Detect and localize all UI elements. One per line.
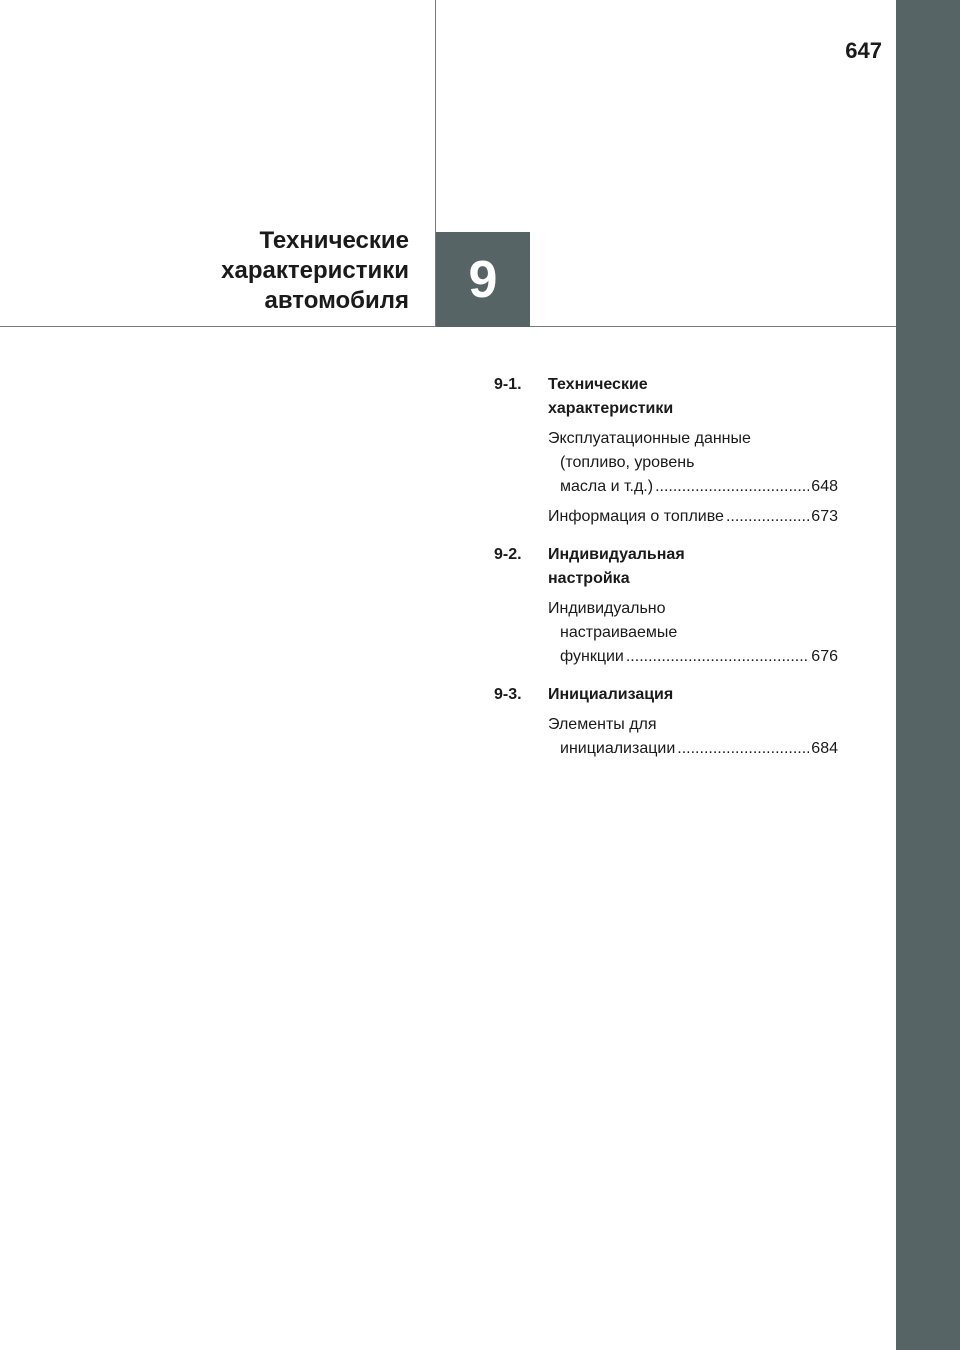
entry-page-number: 673 [811,508,838,525]
toc-entry[interactable] [548,427,838,499]
section-title-line: настройка [548,570,630,587]
section-title-line: Технические [548,376,648,393]
entry-last-line [548,645,838,669]
chapter-title-line: Технические [259,227,409,254]
toc-section-9-1 [494,373,838,529]
section-title[interactable] [548,683,838,707]
entry-text: функции [560,648,624,665]
entry-page-number: 648 [811,478,838,495]
section-title[interactable] [548,373,838,421]
table-of-contents [494,373,838,767]
section-title-line: характеристики [548,400,674,417]
section-number: 9-1. [494,376,522,393]
side-tab-bar [896,0,960,1350]
toc-section-9-2 [494,543,838,669]
entry-line: (топливо, уровень [560,454,695,471]
section-number: 9-2. [494,546,522,563]
toc-entry[interactable] [548,713,838,761]
page-number: 647 [845,38,882,63]
entry-last-line [548,475,838,499]
leader-dots [655,475,809,499]
entry-line: настраиваемые [560,624,678,641]
entry-line: Эксплуатационные данные [548,430,751,447]
leader-dots [626,645,809,669]
entry-line: Индивидуально [548,600,666,617]
entry-page-number: 684 [811,740,838,757]
section-number: 9-3. [494,686,522,703]
entry-last-line [548,737,838,761]
section-title-line: Индивидуальная [548,546,685,563]
leader-dots [677,737,809,761]
entry-text: Информация о топливе [548,508,724,525]
entry-page-number: 676 [811,648,838,665]
chapter-title [221,226,409,316]
entry-last-line [548,505,838,529]
section-title[interactable] [548,543,838,591]
chapter-number: 9 [468,250,498,309]
toc-section-9-3 [494,683,838,761]
entry-line: Элементы для [548,716,657,733]
entry-text: инициализации [560,740,676,757]
chapter-title-line: характеристики [221,257,409,284]
section-title-line: Инициализация [548,686,674,703]
leader-dots [726,505,809,529]
chapter-number-box [436,232,530,327]
toc-entry[interactable] [548,597,838,669]
chapter-title-line: автомобиля [264,287,409,314]
entry-text: масла и т.д.) [560,478,654,495]
toc-entry[interactable] [548,505,838,529]
